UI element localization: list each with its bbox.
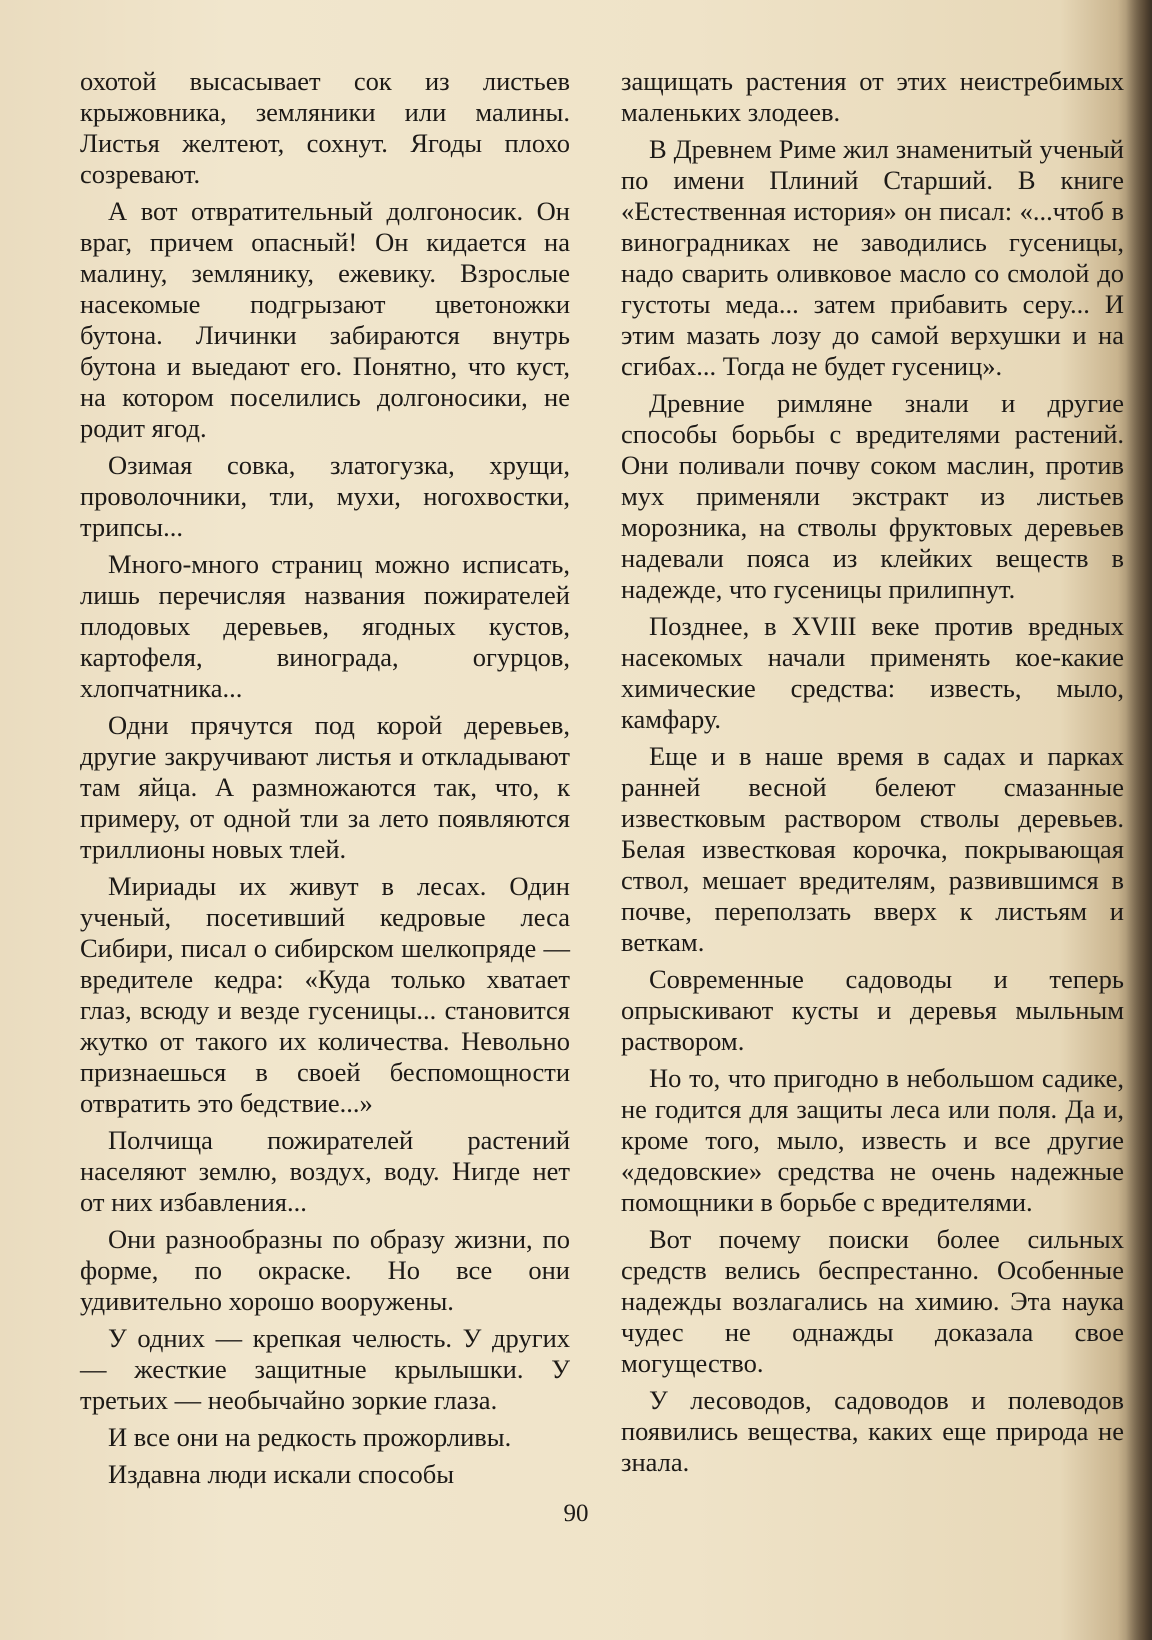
paragraph: охотой высасывает сок из листьев крыжовника, земляники или малины. Листья желтеют, сохнут. Ягоды плохо созревают. [80, 66, 570, 189]
paragraph: Одни прячутся под корой деревьев, другие закручивают листья и откладывают там яйца. А размножаются так, что, к примеру, от одной тли за лето появляются триллионы новых тлей. [80, 710, 570, 864]
left-text-column [80, 66, 570, 1496]
paragraph: А вот отвратительный долгоносик. Он враг, причем опасный! Он кидается на малину, землянику, ежевику. Взрослые насекомые подгрызают цветоножки бутона. Личинки забираются внутрь бутона и выедают его. Понятно, что куст, на котором поселились долгоносики, не родит ягод. [80, 196, 570, 443]
paragraph: У лесоводов, садоводов и полеводов появились вещества, каких еще природа не знала. [621, 1385, 1124, 1477]
right-text-column [621, 66, 1124, 1484]
paragraph: Но то, что пригодно в небольшом садике, не годится для защиты леса или поля. Да и, кроме того, мыло, известь и все другие «дедовские» средства не очень надежные помощники в борьбе с вредителями. [621, 1063, 1124, 1217]
paragraph: Вот почему поиски более сильных средств велись беспрестанно. Особенные надежды возлагались на химию. Эта наука чудес не однажды доказала свое могущество. [621, 1224, 1124, 1378]
paragraph: В Древнем Риме жил знаменитый ученый по имени Плиний Старший. В книге «Естественная история» он писал: «...чтоб в виноградниках не заводились гусеницы, надо сварить оливковое масло со смолой до густоты меда... затем прибавить серу... И этим мазать лозу до самой верхушки и на сгибах... Тогда не будет гусениц». [621, 134, 1124, 381]
paragraph: У одних — крепкая челюсть. У других — жесткие защитные крылышки. У третьих — необычайно зоркие глаза. [80, 1323, 570, 1415]
book-spine-shadow [1126, 0, 1152, 1640]
paragraph: И все они на редкость прожорливы. [108, 1422, 512, 1452]
paragraph: Озимая совка, златогузка, хрущи, проволочники, тли, мухи, ногохвостки, трипсы... [80, 450, 570, 542]
paragraph: Полчища пожирателей растений населяют землю, воздух, воду. Нигде нет от них избавления... [80, 1125, 570, 1217]
paragraph: Издавна люди искали способы [108, 1459, 455, 1489]
paragraph: Мириады их живут в лесах. Один ученый, посетивший кедровые леса Сибири, писал о сибирском шелкопряде — вредителе кедра: «Куда только хватает глаз, всюду и везде гусеницы... становится жутко от такого их количества. Невольно признаешься в своей беспомощности отвратить это бедствие...» [80, 871, 570, 1118]
paragraph: Древние римляне знали и другие способы борьбы с вредителями растений. Они поливали почву соком маслин, против мух применяли экстракт из листьев морозника, на стволы фруктовых деревьев надевали пояса из клейких веществ в надежде, что гусеницы прилипнут. [621, 388, 1124, 604]
paragraph: Еще и в наше время в садах и парках ранней весной белеют смазанные известковым раствором стволы деревьев. Белая известковая корочка, покрывающая ствол, мешает вредителям, развившимся в почве, переползать вверх к листьям и веткам. [621, 741, 1124, 957]
paragraph: Позднее, в XVIII веке против вредных насекомых начали применять кое-какие химические средства: известь, мыло, камфару. [621, 611, 1124, 734]
paragraph: Они разнообразны по образу жизни, по форме, по окраске. Но все они удивительно хорошо вооружены. [80, 1224, 570, 1316]
paragraph: Много-много страниц можно исписать, лишь перечисляя названия пожирателей плодовых деревьев, ягодных кустов, картофеля, винограда, огурцов, хлопчатника... [80, 549, 570, 703]
paragraph: Современные садоводы и теперь опрыскивают кусты и деревья мыльным раствором. [621, 964, 1124, 1056]
page-number: 90 [563, 1500, 589, 1527]
paragraph: защищать растения от этих неистребимых маленьких злодеев. [621, 66, 1124, 127]
